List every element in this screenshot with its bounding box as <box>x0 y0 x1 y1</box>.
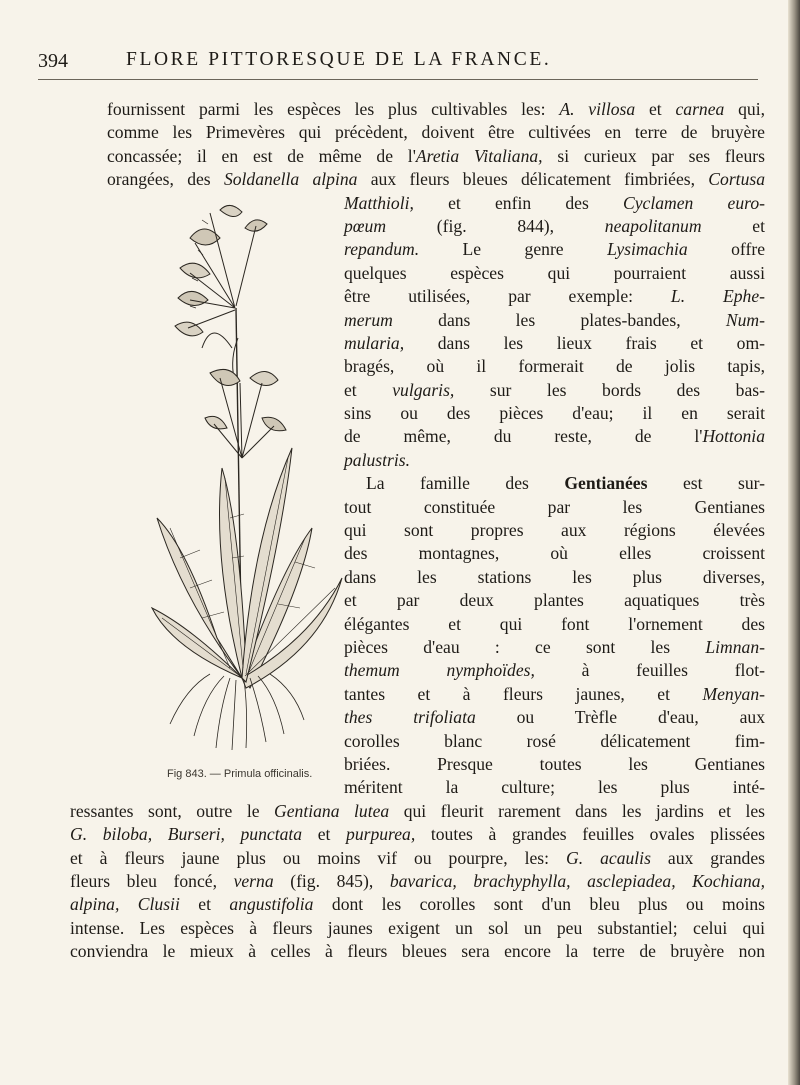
text-line: ressantes sont, outre le Gentiana lutea qui fleurit rarement dans les jardins et les <box>70 800 766 821</box>
text-line: La famille des Gentianées est sur- <box>366 473 765 494</box>
flower-cluster <box>175 205 267 335</box>
text-line: dans les stations les plus diverses, <box>344 566 765 587</box>
text-line: fleurs bleu foncé, verna (fig. 845), bavarica, brachyphylla, asclepiadea, Kochiana, <box>70 870 765 891</box>
text-line: élégantes et qui font l'ornement des <box>344 613 765 634</box>
text-line: et vulgaris, sur les bords des bas- <box>344 379 765 400</box>
running-head: FLORE PITTORESQUE DE LA FRANCE. <box>126 49 552 70</box>
text-line: mularia, dans les lieux frais et om- <box>344 332 765 353</box>
text-line: thes trifoliata ou Trèfle d'eau, aux <box>344 707 765 728</box>
figure-caption: Fig 843. — Primula officinalis. <box>167 768 313 780</box>
primula-illustration <box>150 198 345 753</box>
text-line: themum nymphoïdes, à feuilles flot- <box>344 660 765 681</box>
text-line: G. biloba, Burseri, punctata et purpurea, toutes à grandes feuilles ovales plissées <box>70 824 765 845</box>
text-line: orangées, des Soldanella alpina aux fleurs bleues délicatement fimbriées, Cortusa <box>107 169 766 190</box>
text-line: tantes et à fleurs jaunes, et Menyan- <box>344 683 765 704</box>
text-line: de même, du reste, de l'Hottonia <box>344 426 765 447</box>
text-line: sins ou des pièces d'eau; il en serait <box>344 403 765 424</box>
text-line: corolles blanc rosé délicatement fim- <box>344 730 765 751</box>
text-line: conviendra le mieux à celles à fleurs bleues sera encore la terre de bruyère non <box>70 941 765 962</box>
text-line: comme les Primevères qui précèdent, doivent être cultivées en terre de bruyère <box>107 122 765 143</box>
text-line: pœum (fig. 844), neapolitanum et <box>344 215 765 236</box>
text-line: méritent la culture; les plus inté- <box>344 777 765 798</box>
text-line: intense. Les espèces à fleurs jaunes exigent un sol un peu substantiel; celui qui <box>70 917 765 938</box>
text-line: briées. Presque toutes les Gentianes <box>344 753 765 774</box>
text-line: quelques espèces qui pourraient aussi <box>344 262 765 283</box>
page-header <box>38 48 758 82</box>
text-line: pièces d'eau : ce sont les Limnan- <box>344 636 765 657</box>
header-rule <box>38 79 758 80</box>
text-line: concassée; il en est de même de l'Aretia Vitaliana, si curieux par ses fleurs <box>107 145 765 166</box>
roots <box>170 674 304 750</box>
page-edge-shadow <box>788 0 800 1085</box>
text-line: fournissent parmi les espèces les plus cultivables les: A. villosa et carnea qui, <box>107 99 765 119</box>
text-line: et à fleurs jaune plus ou moins vif ou pourpre, les: G. acaulis aux grandes <box>70 847 765 868</box>
text-line: alpina, Clusii et angustifolia dont les corolles sont d'un bleu plus ou moins <box>70 894 765 915</box>
text-line: qui sont propres aux régions élevées <box>344 520 765 541</box>
text-line: palustris. <box>344 449 410 470</box>
text-line: tout constituée par les Gentianes <box>344 496 765 517</box>
text-line: être utilisées, par exemple: L. Ephe- <box>344 286 765 307</box>
leaves <box>152 448 342 688</box>
page-number: 394 <box>38 50 68 72</box>
text-line: merum dans les plates-bandes, Num- <box>344 309 765 330</box>
text-line: repandum. Le genre Lysimachia offre <box>344 239 766 260</box>
text-line: des montagnes, où elles croissent <box>344 543 765 564</box>
text-line: bragés, où il formerait de jolis tapis, <box>344 356 765 377</box>
text-line: et par deux plantes aquatiques très <box>344 590 765 611</box>
flower-cluster-2 <box>205 338 286 458</box>
text-line: Matthioli, et enfin des Cyclamen euro- <box>344 192 765 213</box>
